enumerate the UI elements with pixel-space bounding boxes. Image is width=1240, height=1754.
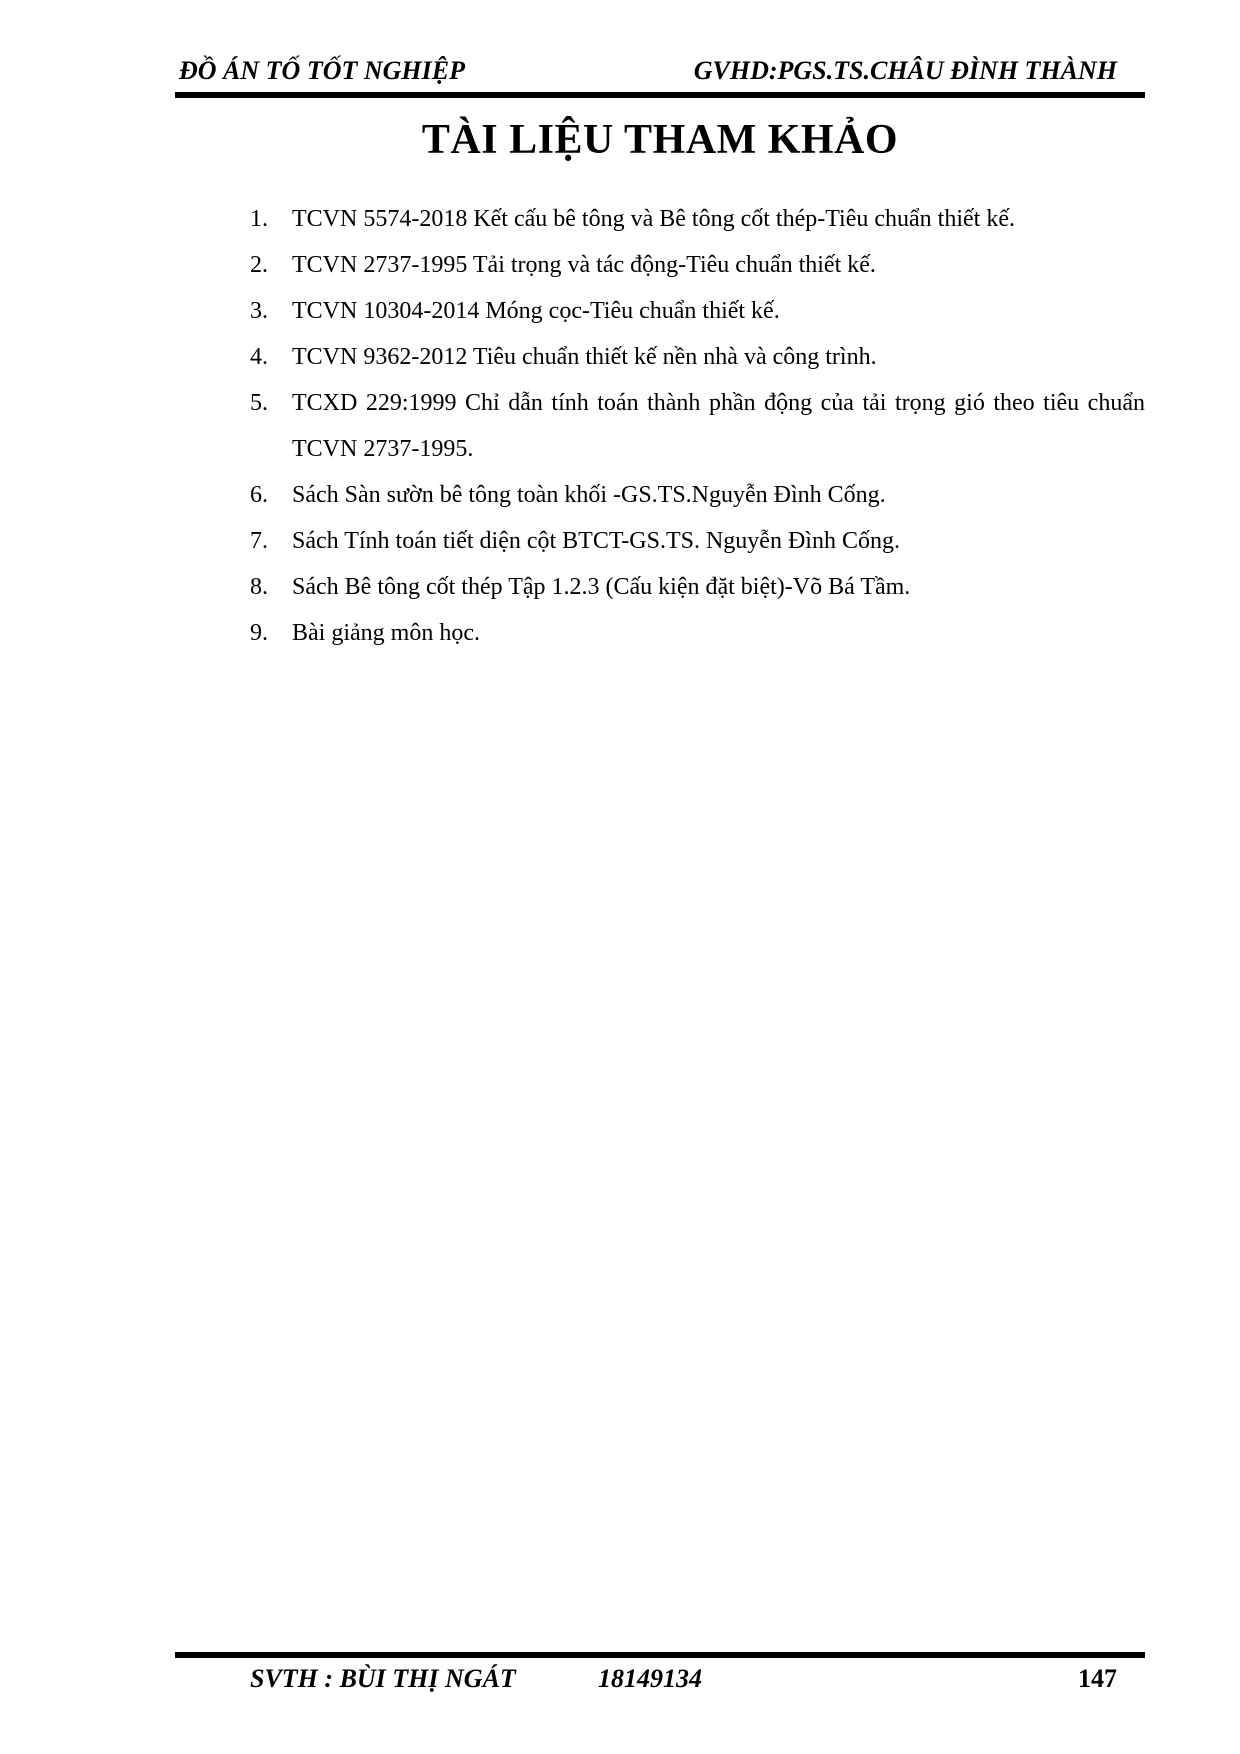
reference-item xyxy=(250,334,1145,380)
reference-number: 3. xyxy=(250,298,268,324)
footer-divider xyxy=(175,1652,1145,1658)
reference-text: TCVN 5574-2018 Kết cấu bê tông và Bê tông cốt thép-Tiêu chuẩn thiết kế. xyxy=(292,206,1015,232)
reference-number: 6. xyxy=(250,482,268,508)
reference-number: 2. xyxy=(250,252,268,278)
reference-text: Sách Bê tông cốt thép Tập 1.2.3 (Cấu kiện đặt biệt)-Võ Bá Tầm. xyxy=(292,574,911,600)
reference-item xyxy=(250,610,1145,656)
reference-text: Sách Tính toán tiết diện cột BTCT-GS.TS. Nguyễn Đình Cống. xyxy=(292,528,900,554)
reference-item xyxy=(250,242,1145,288)
reference-number: 5. xyxy=(250,390,268,416)
reference-list xyxy=(250,196,1145,656)
reference-number: 8. xyxy=(250,574,268,600)
reference-item xyxy=(250,472,1145,518)
reference-text: Sách Sàn sườn bê tông toàn khối -GS.TS.Nguyễn Đình Cống. xyxy=(292,482,886,508)
reference-item xyxy=(250,518,1145,564)
header-divider xyxy=(175,92,1145,98)
reference-number: 1. xyxy=(250,206,268,232)
reference-number: 9. xyxy=(250,620,268,646)
header-project-title: ĐỒ ÁN TỐ TỐT NGHIỆP xyxy=(179,56,465,85)
reference-text: TCVN 9362-2012 Tiêu chuẩn thiết kế nền nhà và công trình. xyxy=(292,344,877,370)
reference-item xyxy=(250,196,1145,242)
reference-item xyxy=(250,564,1145,610)
footer-student-id: 18149134 xyxy=(598,1664,702,1693)
page-header xyxy=(175,56,1145,96)
page-number: 147 xyxy=(1078,1664,1117,1693)
footer-student-name: SVTH : BÙI THỊ NGÁT xyxy=(250,1664,516,1693)
header-advisor: GVHD:PGS.TS.CHÂU ĐÌNH THÀNH xyxy=(693,56,1117,85)
reference-text: TCXD 229:1999 Chỉ dẫn tính toán thành phần động của tải trọng gió theo tiêu chuẩn TCVN 2737-1995. xyxy=(292,390,1145,462)
reference-number: 7. xyxy=(250,528,268,554)
reference-text: Bài giảng môn học. xyxy=(292,620,480,646)
reference-item xyxy=(250,380,1145,472)
reference-text: TCVN 2737-1995 Tải trọng và tác động-Tiêu chuẩn thiết kế. xyxy=(292,252,876,278)
reference-number: 4. xyxy=(250,344,268,370)
page-title: TÀI LIỆU THAM KHẢO xyxy=(421,117,899,163)
reference-text: TCVN 10304-2014 Móng cọc-Tiêu chuẩn thiết kế. xyxy=(292,298,780,324)
reference-item xyxy=(250,288,1145,334)
